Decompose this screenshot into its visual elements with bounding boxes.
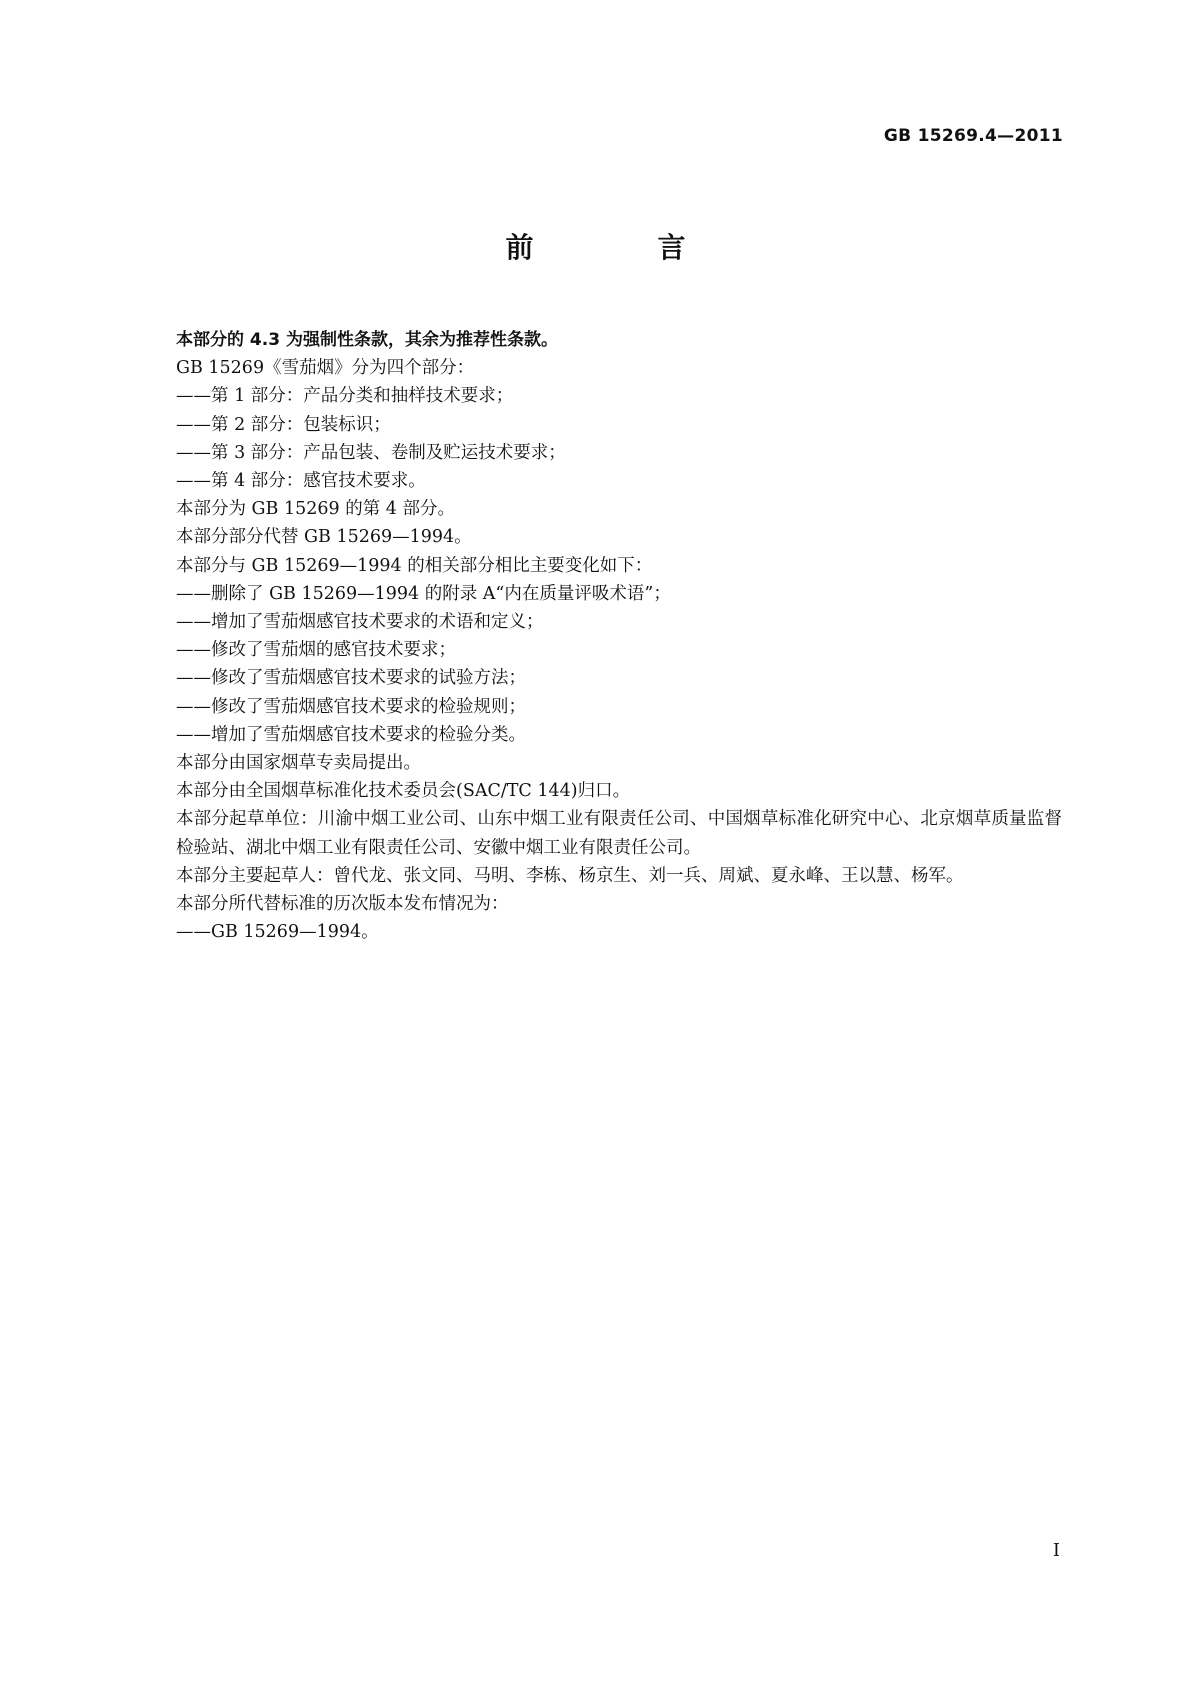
foreword-body: [176, 326, 1062, 946]
list-item-change-6: ——增加了雪茄烟感官技术要求的检验分类。: [176, 724, 526, 745]
list-item-part-3: ——第 3 部分：产品包装、卷制及贮运技术要求；: [176, 442, 566, 463]
paragraph-replaces: 本部分部分代替 GB 15269—1994。: [176, 527, 472, 548]
list-item-part-4: ——第 4 部分：感官技术要求。: [176, 471, 426, 492]
list-item-part-2: ——第 2 部分：包装标识；: [176, 414, 391, 435]
list-item-change-4: ——修改了雪茄烟感官技术要求的试验方法；: [176, 668, 526, 689]
mandatory-clause-statement: 本部分的 4.3 为强制性条款，其余为推荐性条款。: [176, 330, 558, 350]
paragraph-under-jurisdiction: 本部分由全国烟草标准化技术委员会(SAC/TC 144)归口。: [176, 781, 631, 802]
list-item-change-5: ——修改了雪茄烟感官技术要求的检验规则；: [176, 696, 526, 717]
list-item-change-1: ——删除了 GB 15269—1994 的附录 A“内在质量评吸术语”；: [176, 583, 671, 604]
list-item-change-3: ——修改了雪茄烟的感官技术要求；: [176, 640, 456, 661]
page-number: I: [1052, 1540, 1060, 1561]
list-item-part-1: ——第 1 部分：产品分类和抽样技术要求；: [176, 386, 514, 407]
paragraph-drafters: 本部分主要起草人：曾代龙、张文同、马明、李栋、杨京生、刘一兵、周斌、夏永峰、王以慧、杨军。: [176, 865, 964, 886]
list-item-change-2: ——增加了雪茄烟感官技术要求的术语和定义；: [176, 612, 544, 633]
paragraph-part-statement: 本部分为 GB 15269 的第 4 部分。: [176, 499, 455, 520]
paragraph-drafting-units: 本部分起草单位：川渝中烟工业公司、山东中烟工业有限责任公司、中国烟草标准化研究中心、北京烟草质量监督检验站、湖北中烟工业有限责任公司、安徽中烟工业有限责任公司。: [176, 809, 1062, 858]
standard-number: GB 15269.4—2011: [883, 126, 1063, 146]
list-item-history-1: ——GB 15269—1994。: [176, 922, 379, 943]
paragraph-changes-intro: 本部分与 GB 15269—1994 的相关部分相比主要变化如下：: [176, 555, 653, 576]
paragraph-proposed-by: 本部分由国家烟草专卖局提出。: [176, 753, 421, 774]
paragraph-parts-intro: GB 15269《雪茄烟》分为四个部分：: [176, 358, 475, 379]
page-title: 前 言: [505, 231, 734, 264]
paragraph-history-intro: 本部分所代替标准的历次版本发布情况为：: [176, 894, 509, 915]
